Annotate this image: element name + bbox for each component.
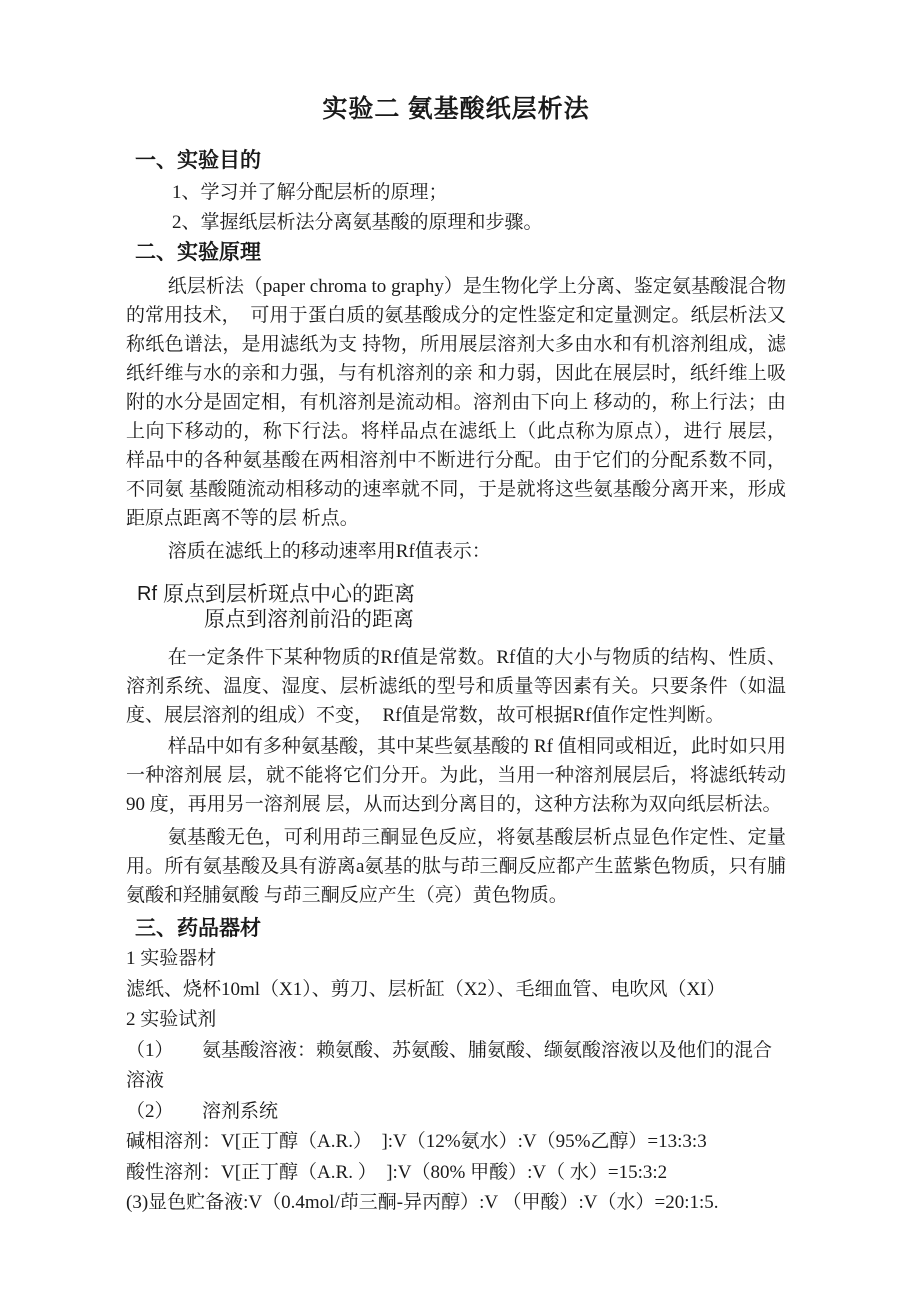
principle-paragraph-1: 纸层析法（paper chroma to graphy）是生物化学上分离、鉴定氨基酸混合物的常用技术， 可用于蛋白质的氨基酸成分的定性鉴定和定量测定。纸层析法又称纸色谱法，是用滤纸为支 持物，所用展层溶剂大多由水和有机溶剂组成，滤纸纤维与水的亲和力强，与有机溶剂的亲 和力弱，因此在展层时，纸纤维上吸附的水分是固定相，有机溶剂是流动相。溶剂由下向上 移动的，称上行法；由上向下移动的，称下行法。将样品点在滤纸上（此点称为原点），进行 展层，样品中的各种氨基酸在两相溶剂中不断进行分配。由于它们的分配系数不同，不同氨 基酸随流动相移动的速率就不同，于是就将这些氨基酸分离开来，形成距原点距离不等的层 析点。: [126, 276, 786, 529]
materials-line-alkaline-solvent: 碱相溶剂：V[正丁醇（A.R.） ]:V（12%氨水）:V（95%乙醇）=13:3:3: [126, 1131, 707, 1152]
materials-line-acidic-solvent: 酸性溶剂：V[正丁醇（A.R. ） ]:V（80% 甲酸）:V（ 水）=15:3:2: [126, 1161, 668, 1183]
rf-formula-denominator: 原点到溶剂前沿的距离: [204, 607, 414, 631]
principle-paragraph-5: 氨基酸无色，可利用茚三酮显色反应，将氨基酸层析点显色作定性、定量用。所有氨基酸及具有游离a氨基的肽与茚三酮反应都产生蓝紫色物质，只有脯氨酸和羟脯氨酸 与茚三酮反应产生（亮）黄色物质。: [126, 827, 786, 906]
principle-paragraph-4: 样品中如有多种氨基酸，其中某些氨基酸的 Rf 值相同或相近，此时如只用一种溶剂展 层，就不能将它们分开。为此，当用一种溶剂展层后，将滤纸转动90 度，再用另一溶剂展 层，从而达到分离目的，这种方法称为双向纸层析法。: [126, 736, 786, 815]
rf-formula: [137, 581, 786, 631]
materials-line-color-stock-solution: (3)显色贮备液:V（0.4mol/茚三酮-异丙醇）:V （甲酸）:V（水）=20:1:5.: [126, 1192, 719, 1213]
principle-paragraph-3: 在一定条件下某种物质的Rf值是常数。Rf值的大小与物质的结构、性质、溶剂系统、温度、湿度、层析滤纸的型号和质量等因素有关。只要条件（如温度、展层溶剂的组成）不变， Rf值是常数，故可根据Rf值作定性判断。: [126, 647, 786, 726]
section-heading-objectives: 一、实验目的: [135, 148, 261, 172]
materials-line-equipment-list: 滤纸、烧杯10ml（X1）、剪刀、层析缸（X2）、毛细血管、电吹风（XI）: [126, 978, 726, 1000]
objective-item-2: 2、掌握纸层析法分离氨基酸的原理和步骤。: [172, 212, 543, 233]
principle-paragraph-2: 溶质在滤纸上的移动速率用Rf值表示：: [167, 541, 491, 562]
section-heading-principle: 二、实验原理: [135, 240, 261, 264]
rf-formula-label: Rf: [137, 583, 157, 605]
materials-line-amino-acid-solutions: （1） 氨基酸溶液：赖氨酸、苏氨酸、脯氨酸、缬氨酸溶液以及他们的混合溶液: [126, 1039, 773, 1091]
section-heading-materials: 三、药品器材: [135, 916, 261, 940]
page-title: 实验二 氨基酸纸层析法: [322, 96, 590, 123]
rf-formula-fraction: [163, 581, 415, 631]
objective-item-1: 1、学习并了解分配层析的原理；: [172, 182, 448, 203]
materials-line-solvent-system-label: （2） 溶剂系统: [126, 1100, 279, 1122]
rf-formula-numerator: 原点到层析斑点中心的距离: [163, 582, 415, 606]
materials-line-equipment-label: 1 实验器材: [126, 948, 217, 969]
materials-line-reagent-label: 2 实验试剂: [126, 1009, 217, 1030]
